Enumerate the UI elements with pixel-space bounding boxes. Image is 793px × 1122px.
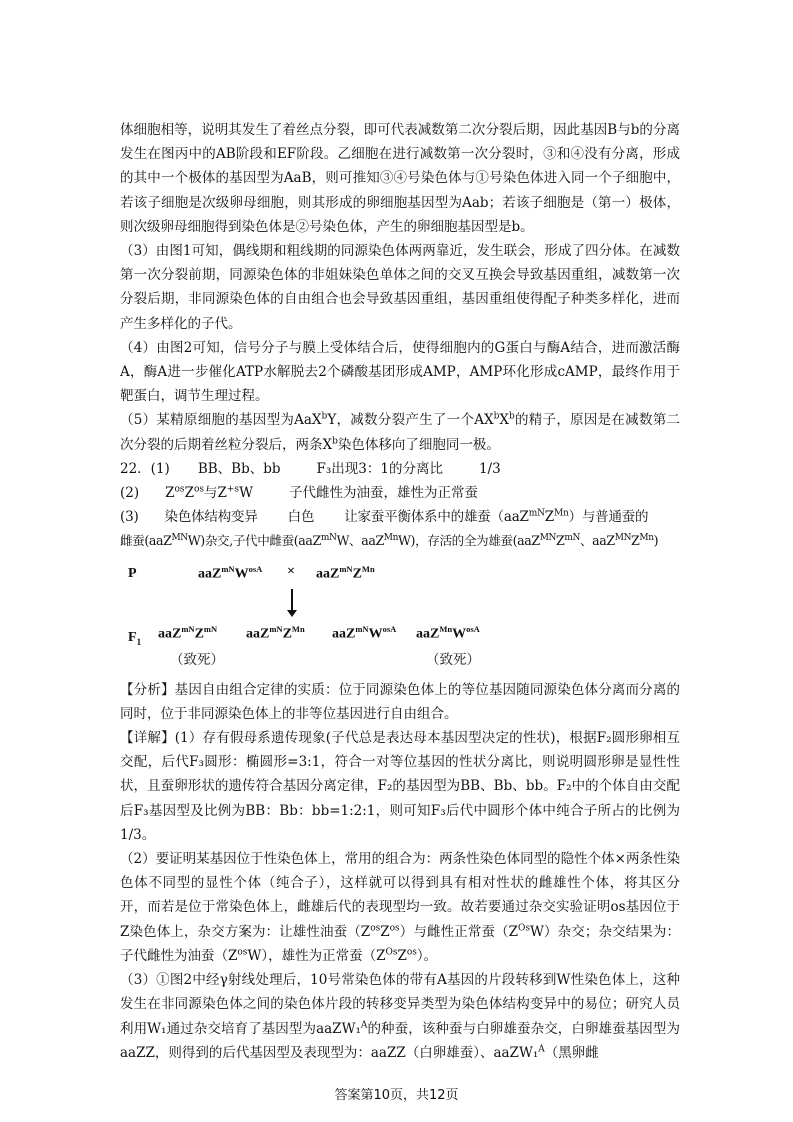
lethal-note-1: （致死） — [170, 651, 224, 667]
q22-part2: (2) $Z^{os}Z^{os}$与$Z^{+s}W$ 子代雌性为油蚕，雄性为正常蚕 — [120, 484, 478, 502]
paragraph-q5: （5）某精原细胞的基因型为AaX$^b$Y，减数分裂产生了一个$AX^bX^b$的精子，原因是在减数第二次分裂的后期着丝粒分裂后，两条$X^b$染色体移向了细胞同一极。 — [120, 411, 680, 453]
detail-paragraph-3: （3）①图2中经γ射线处理后，10号常染色体的带有A基因的片段转移到W性染色体上，这种发生在非同源染色体之间的染色体片段的转移变异类型为染色体结构变异中的易位；研究人员利用W₁通过杂交培育了基因型为aaZW₁$^A$的种蚕，该种蚕与白卵雄蚕杂交，白卵雄蚕基因型为aaZZ，则得到的后代基因型及表现型为：aaZZ（白卵雄蚕）、aaZW₁$^A$（黑卵雌 — [120, 972, 680, 1061]
page-footer: 答案第10页，共12页 — [334, 1088, 459, 1103]
q22-part1: 22．(1) BB、Bb、bb F₃出现3：1的分离比 1/3 — [120, 460, 501, 477]
parent-label: P — [128, 565, 137, 581]
cross-sign: × — [287, 563, 295, 579]
analysis-paragraph: 【分析】基因自由组合定律的实质：位于同源染色体上的等位基因随同源染色体分离而分离的同时，位于非同源染色体上的非等位基因进行自由组合。 — [120, 681, 681, 722]
paragraph-q4: （4）由图2可知，信号分子与膜上受体结合后，使得细胞内的G蛋白与酶A结合，进而激活酶A，酶A进一步催化ATP水解脱去2个磷酸基团形成AMP，AMP环化形成cAMP，最终作用于靶蛋白，调节生理过程。 — [120, 339, 680, 405]
paragraph-q3: （3）由图1可知，偶线期和粗线期的同源染色体两两靠近，发生联会，形成了四分体。在减数第一次分裂前期，同源染色体的非姐妹染色单体之间的交叉互换会导致基因重组，减数第一次分裂后期，非同源染色体的自由组合也会导致基因重组，基因重组使得配子种类多样化，进而产生多样化的子代。 — [120, 243, 680, 332]
f1-label: $F_1$ — [128, 629, 142, 647]
offspring-genotype-3: $aaZ^{mN}W^{osA}$ — [332, 623, 397, 642]
offspring-genotype-2: $aaZ^{mN}Z^{Mn}$ — [246, 623, 305, 642]
offspring-genotype-4: $aaZ^{Mn}W^{osA}$ — [416, 623, 480, 642]
parent-male-genotype: $aaZ^{mN}Z^{Mn}$ — [316, 563, 375, 582]
down-arrow-icon — [291, 589, 293, 611]
answer-page — [120, 118, 680, 1065]
parent-female-genotype: $aaZ^{mN}W^{osA}$ — [198, 563, 263, 582]
lethal-note-2: （致死） — [426, 651, 480, 667]
detail-paragraph-2: （2）要证明某基因位于性染色体上，常用的组合为：两条性染色体同型的隐性个体×两条性染色体不同型的显性个体（纯合子），这样就可以得到具有相对性状的雌雄性个体，将其区分开，而若是位于常染色体上，雌雄后代的表现型均一致。故若要通过杂交实验证明os基因位于Z染色体上，杂交方案为：让雄性油蚕$(Z^{os}Z^{os})$与雌性正常蚕$(Z^{Os}W)$杂交；杂交结果为：子代雌性为油蚕$(Z^{os}W)$，雄性为正常蚕$(Z^{Os}Z^{os})$。 — [120, 851, 680, 964]
detail-paragraph-1: 【详解】(1）存有假母系遗传现象(子代总是表达母本基因型决定的性状)，根据F₂圆形卵相互交配，后代F₃圆形：椭圆形=3:1，符合一对等位基因的性状分离比，则说明圆形卵是显性性状，且蚕卵形状的遗传符合基因分离定律，F₂的基因型为BB、Bb、bb。F₂中的个体自由交配后F₃基因型及比例为BB：Bb：bb=1:2:1，则可知F₃后代中圆形个体中纯合子所占的比例为1/3。 — [120, 730, 680, 843]
paragraph-meiosis: 体细胞相等，说明其发生了着丝点分裂，即可代表减数第二次分裂后期，因此基因B与b的分离发生在图丙中的AB阶段和EF阶段。乙细胞在进行减数第一次分裂时，③和④没有分离，形成的其中一个极体的基因型为AaB，则可推知③④号染色体与①号染色体进入同一个子细胞中，若该子细胞是次级卵母细胞，则其形成的卵细胞基因型为Aab；若该子细胞是（第一）极体，则次级卵母细胞得到染色体是②号染色体，产生的卵细胞基因型是b。 — [120, 122, 680, 235]
q22-part3-cont: 雌蚕(aaZ$^{MN}$W)杂交,子代中雌蚕(aaZ$^{mN}$W、aaZ$^{Mn}$W)，存活的全为雄蚕($aaZ^{MN}Z^{mN}$、$aaZ^{MN}Z^{Mn}$) — [120, 533, 659, 549]
offspring-genotype-1: $aaZ^{mN}Z^{mN}$ — [158, 623, 218, 642]
genetic-cross-diagram — [120, 554, 680, 696]
q22-part3: (3) 染色体结构变异 白色 让家蚕平衡体系中的雄蚕$(aaZ^{mN}Z^{Mn})$与普通蚕的 — [120, 508, 649, 526]
